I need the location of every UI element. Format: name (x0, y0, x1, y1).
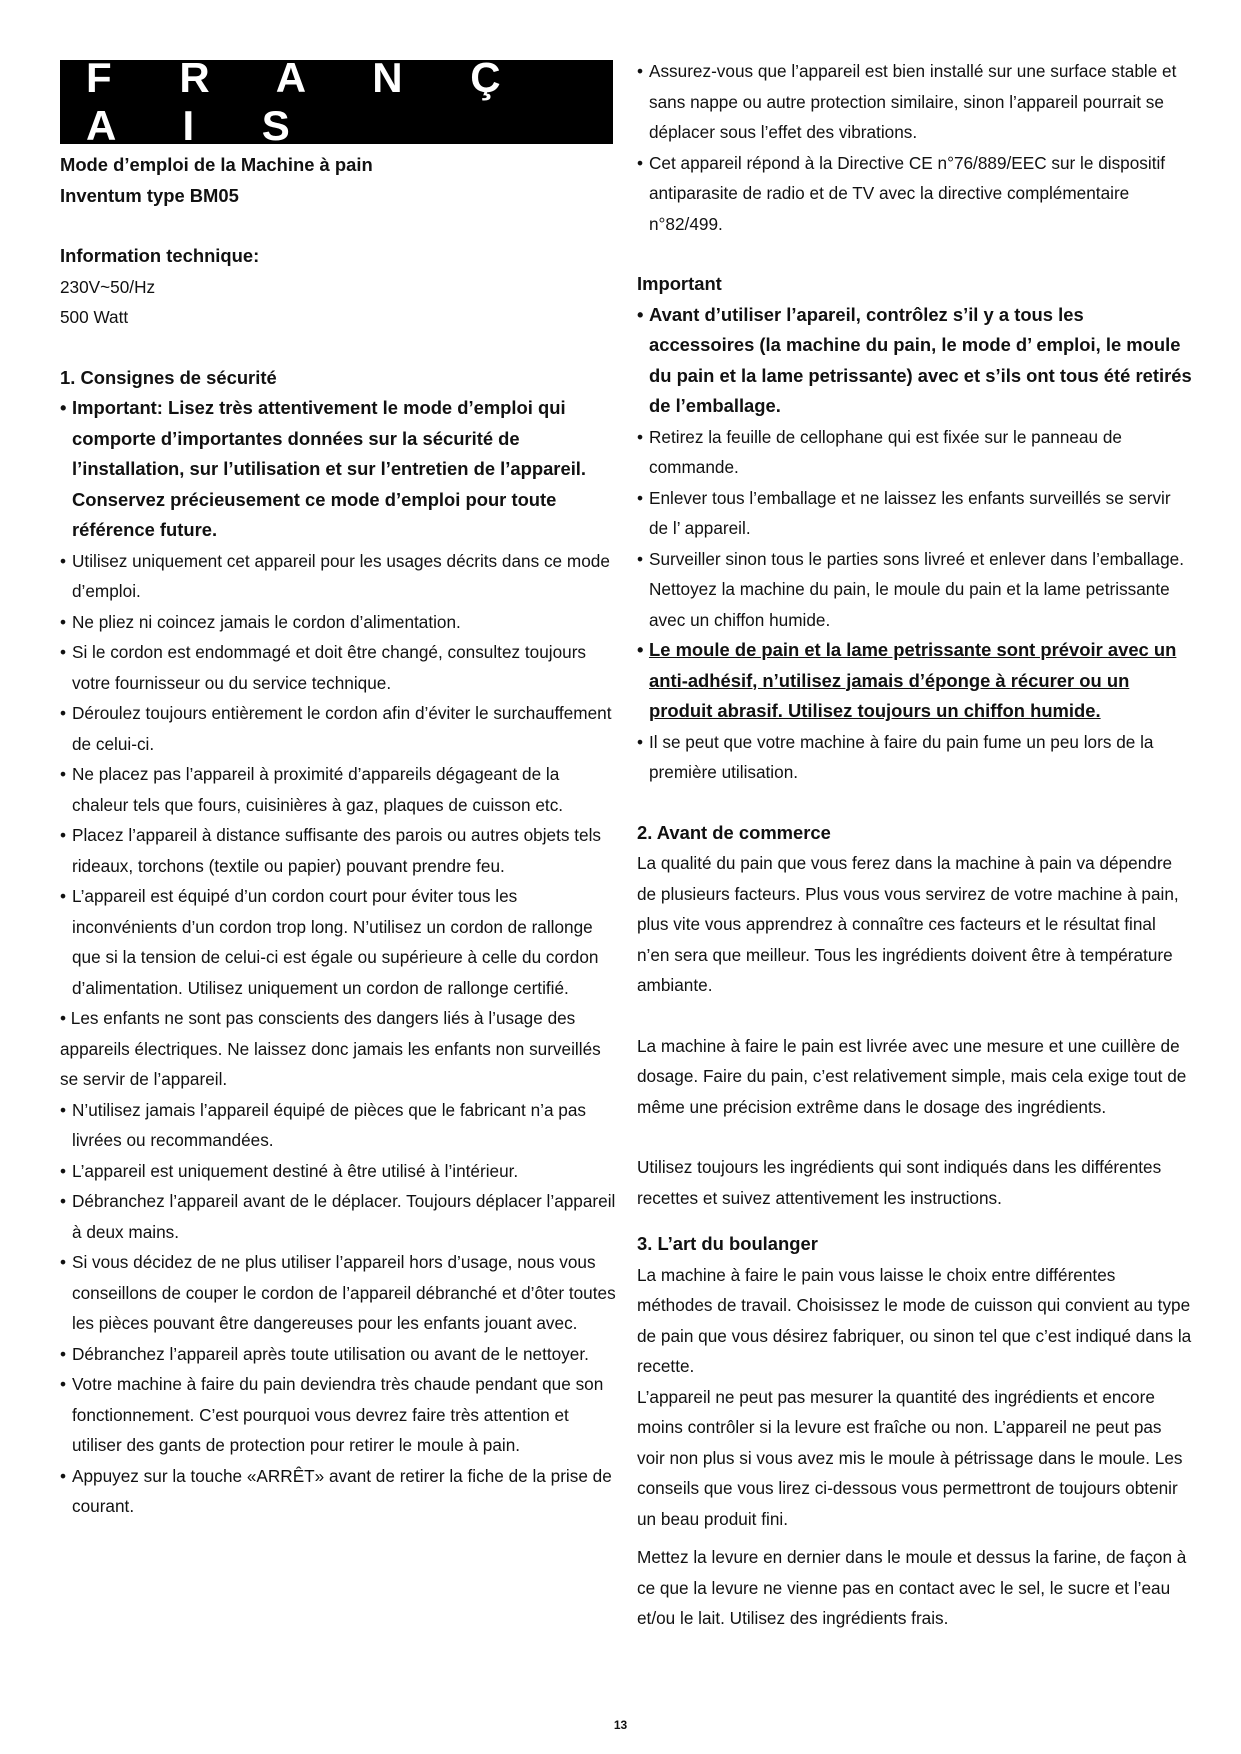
left-column (60, 56, 616, 1522)
section-3-heading: 3. L’art du boulanger (637, 1233, 818, 1254)
important-item: • Enlever tous l’emballage et ne laissez les enfants surveillés se servir de l’ appareil. (637, 483, 1192, 544)
section-3-paragraph: Mettez la levure en dernier dans le moule et dessus la farine, de façon à ce que la levure ne vienne pas en contact avec le sel, le sucre et l’eau et/ou le lait. Utilisez des ingrédients frais. (637, 1547, 1187, 1628)
safety-item: • Placez l’appareil à distance suffisante des parois ou autres objets tels rideaux, torchons (textile ou papier) pouvant prendre feu. (60, 820, 616, 881)
manual-title: Mode d’emploi de la Machine à pain (60, 154, 373, 175)
important-heading: Important (637, 273, 722, 294)
safety-item: • Débranchez l’appareil après toute utilisation ou avant de le nettoyer. (60, 1339, 616, 1370)
page-number: 13 (613, 1718, 628, 1732)
section-3-paragraph: La machine à faire le pain vous laisse le choix entre différentes méthodes de travail. Choisissez le mode de cuisson qui convient au type de pain que vous désirez fabriquer, ou sinon tel que c’est indiqué dans la recette. (637, 1264, 1192, 1376)
safety-item: • Si vous décidez de ne plus utiliser l’appareil hors d’usage, nous vous conseillons de couper le cordon de l’appareil débranché et d’ôter toutes les pièces pouvant être dangereuses pour les enfants jouant avec. (60, 1247, 616, 1339)
safety-item: • Assurez-vous que l’appareil est bien installé sur une surface stable et sans nappe ou autre protection similaire, sinon l’appareil pourrait se déplacer sous l’effet des vibrations. (637, 56, 1192, 148)
section-2-paragraph: La qualité du pain que vous ferez dans la machine à pain va dépendre de plusieurs facteurs. Plus vous vous servirez de votre machine à pain, plus vite vous apprendrez à connaître ces facteurs et le résultat final n’en sera que meilleur. Tous les ingrédients doivent être à température ambiante. (637, 853, 1179, 995)
safety-item: • Débranchez l’appareil avant de le déplacer. Toujours déplacer l’appareil à deux mains. (60, 1186, 616, 1247)
section-2-paragraph: Utilisez toujours les ingrédients qui sont indiqués dans les différentes recettes et suivez attentivement les instructions. (637, 1157, 1162, 1208)
safety-heading: 1. Consignes de sécurité (60, 366, 277, 388)
important-item: • Surveiller sinon tous le parties sons livreé et enlever dans l’emballage. Nettoyez la machine du pain, le moule du pain et la lame petrissante avec un chiffon humide. (637, 544, 1192, 636)
safety-item: • Appuyez sur la touche «ARRÊT» avant de retirer la fiche de la prise de courant. (60, 1461, 616, 1522)
important-item: • Il se peut que votre machine à faire du pain fume un peu lors de la première utilisation. (637, 727, 1192, 788)
safety-item: • Cet appareil répond à la Directive CE n°76/889/EEC sur le dispositif antiparasite de radio et de TV avec la directive complémentaire n°82/499. (637, 148, 1192, 240)
safety-item: • Déroulez toujours entièrement le cordon afin d’éviter le surchauffement de celui-ci. (60, 698, 616, 759)
safety-item: • L’appareil est uniquement destiné à être utilisé à l’intérieur. (60, 1156, 616, 1187)
safety-item: • Utilisez uniquement cet appareil pour les usages décrits dans ce mode d’emploi. (60, 546, 616, 607)
tech-voltage: 230V~50/Hz (60, 276, 156, 297)
safety-item: • Si le cordon est endommagé et doit être changé, consultez toujours votre fournisseur ou du service technique. (60, 637, 616, 698)
tech-power: 500 Watt (60, 307, 129, 327)
important-item: • Retirez la feuille de cellophane qui est fixée sur le panneau de commande. (637, 422, 1192, 483)
language-banner: F R A N Ç A I S (60, 60, 613, 144)
underlined-warning-item: • Le moule de pain et la lame petrissante sont prévoir avec un anti-adhésif, n’utilisez jamais d’éponge à récurer ou un produit abrasif. Utilisez toujours un chiffon humide. (637, 635, 1192, 727)
safety-item: • N’utilisez jamais l’appareil équipé de pièces que le fabricant n’a pas livrées ou recommandées. (60, 1095, 616, 1156)
right-column (637, 56, 1192, 1634)
safety-item: • Ne placez pas l’appareil à proximité d’appareils dégageant de la chaleur tels que fours, cuisinières à gaz, plaques de cuisson etc. (60, 759, 616, 820)
model-type: Inventum type BM05 (60, 184, 239, 206)
tech-info-heading: Information technique: (60, 245, 260, 266)
safety-item: • Ne pliez ni coincez jamais le cordon d’alimentation. (60, 607, 616, 638)
safety-item: • Votre machine à faire du pain deviendra très chaude pendant que son fonctionnement. C’est pourquoi vous devrez faire très attention et utiliser des gants de protection pour retirer le moule à pain. (60, 1369, 616, 1461)
safety-important-item: • Important: Lisez très attentivement le mode d’emploi qui comporte d’importantes données sur la sécurité de l’installation, sur l’utilisation et sur l’entretien de l’appareil. Conservez précieusement ce mode d’emploi pour toute référence future. (60, 393, 616, 546)
section-2-paragraph: La machine à faire le pain est livrée avec une mesure et une cuillère de dosage. Faire du pain, c’est relativement simple, mais cela exige tout de même une précision extrême dans le dosage des ingrédients. (637, 1035, 1187, 1117)
important-bold-item: • Avant d’utiliser l’apareil, contrôlez s’il y a tous les accessoires (la machine du pain, le mode d’ emploi, le moule du pain et la lame petrissante) avec et s’ils ont tous été retirés de l’emballage. (637, 300, 1192, 422)
section-3-paragraph: L’appareil ne peut pas mesurer la quantité des ingrédients et encore moins contrôler si la levure est fraîche ou non. L’appareil ne peut pas voir non plus si vous avez mis le moule à pétrissage dans le moule. Les conseils que vous lirez ci-dessous vous permettront de toujours obtenir un beau produit fini. (637, 1386, 1183, 1529)
section-2-heading: 2. Avant de commerce (637, 821, 831, 843)
safety-item: • L’appareil est équipé d’un cordon court pour éviter tous les inconvénients d’un cordon trop long. N’utilisez un cordon de rallonge que si la tension de celui-ci est égale ou supérieure à celle du cordon d’alimentation. Utilisez uniquement un cordon de rallonge certifié. (60, 881, 616, 1003)
safety-item-children: • Les enfants ne sont pas conscients des dangers liés à l’usage des appareils électriques. Ne laissez donc jamais les enfants non surveillés se servir de l’appareil. (60, 1008, 601, 1089)
